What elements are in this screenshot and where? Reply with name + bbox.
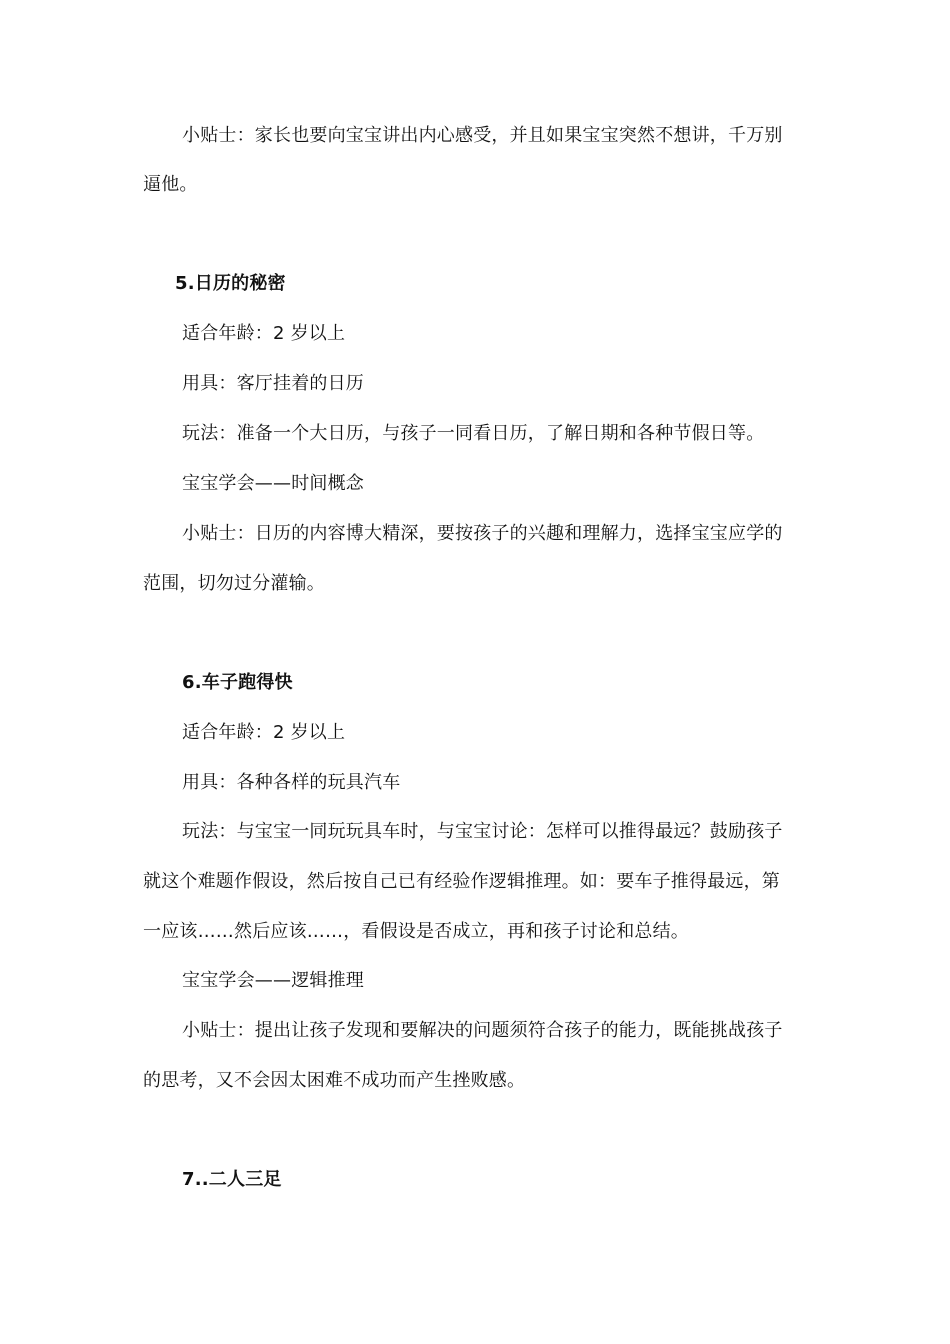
age-line: 适合年龄：2 岁以上	[182, 323, 346, 344]
play-line: 一应该……然后应该……，看假设是否成立，再和孩子讨论和总结。	[143, 921, 689, 942]
tip-line: 小贴士：家长也要向宝宝讲出内心感受，并且如果宝宝突然不想讲，千万别	[182, 125, 783, 146]
tools-line: 用具：客厅挂着的日历	[182, 373, 364, 394]
learn-line: 宝宝学会——时间概念	[182, 473, 364, 494]
tip-line: 逼他。	[143, 174, 198, 195]
tip-line: 的思考，又不会因太困难不成功而产生挫败感。	[143, 1070, 526, 1091]
play-line: 就这个难题作假设，然后按自己已有经验作逻辑推理。如：要车子推得最远，第	[143, 871, 780, 892]
tools-line: 用具：各种各样的玩具汽车	[182, 772, 401, 793]
tip-line: 范围，切勿过分灌输。	[143, 573, 325, 594]
play-line: 玩法：准备一个大日历，与孩子一同看日历，了解日期和各种节假日等。	[182, 423, 765, 444]
play-line: 玩法：与宝宝一同玩玩具车时，与宝宝讨论：怎样可以推得最远？鼓励孩子	[182, 821, 783, 842]
tip-line: 小贴士：提出让孩子发现和要解决的问题须符合孩子的能力，既能挑战孩子	[182, 1020, 783, 1041]
age-line: 适合年龄：2 岁以上	[182, 722, 346, 743]
tip-line: 小贴士：日历的内容博大精深，要按孩子的兴趣和理解力，选择宝宝应学的	[182, 523, 783, 544]
learn-line: 宝宝学会——逻辑推理	[182, 970, 364, 991]
section-title: 6.车子跑得快	[182, 672, 293, 693]
section-title: 7..二人三足	[182, 1169, 282, 1190]
section-title: 5.日历的秘密	[175, 273, 286, 294]
